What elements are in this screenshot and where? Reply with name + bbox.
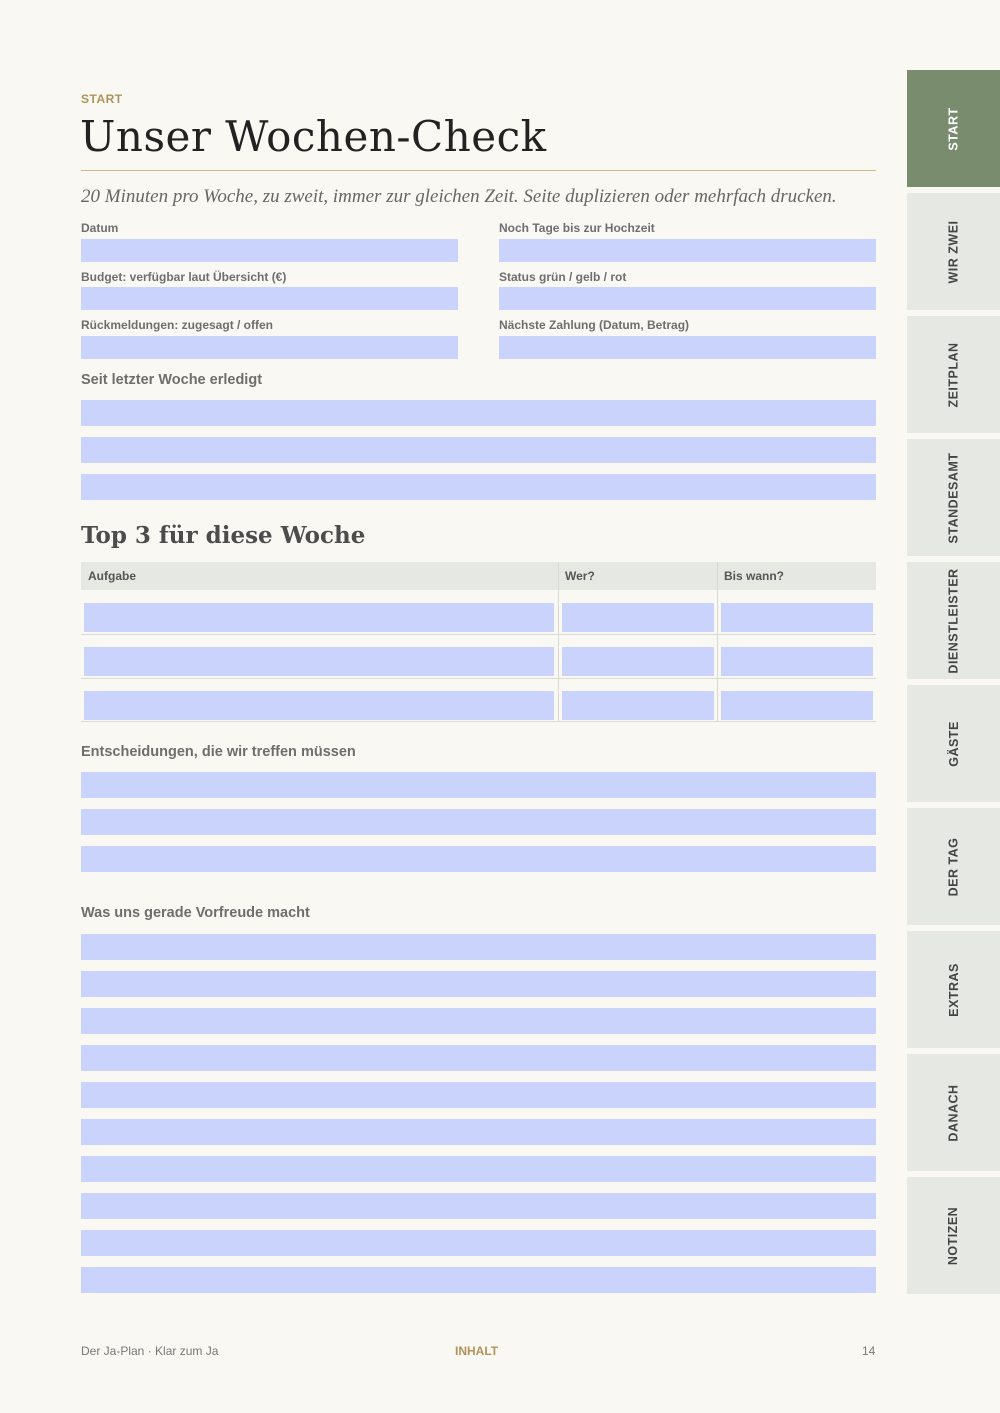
aufgabe-cell[interactable]	[84, 603, 554, 632]
tab-dienstleister[interactable]	[907, 562, 1000, 679]
bis-wann-cell[interactable]	[721, 647, 873, 676]
tab-label: NOTIZEN	[946, 1206, 961, 1265]
entscheidungen-line[interactable]	[81, 809, 876, 835]
tab-gaeste[interactable]	[907, 685, 1000, 802]
tab-wir-zwei[interactable]	[907, 193, 1000, 310]
erledigt-line[interactable]	[81, 474, 876, 500]
section-eyebrow: START	[81, 92, 123, 106]
aufgabe-cell[interactable]	[84, 691, 554, 720]
zahlung-field[interactable]	[499, 336, 876, 359]
budget-label: Budget: verfügbar laut Übersicht (€)	[81, 270, 287, 284]
footer-contents-link[interactable]: INHALT	[455, 1344, 499, 1358]
tab-label: DANACH	[946, 1083, 961, 1142]
tab-notizen[interactable]	[907, 1177, 1000, 1294]
erledigt-heading: Seit letzter Woche erledigt	[81, 372, 263, 388]
rueckmeldungen-field[interactable]	[81, 336, 458, 359]
top3-heading: Top 3 für diese Woche	[81, 522, 366, 549]
page-subtitle: 20 Minuten pro Woche, zu zweit, immer zur gleichen Zeit. Seite duplizieren oder mehrfach drucken.	[81, 186, 837, 207]
tab-label: ZEITPLAN	[946, 341, 961, 408]
tab-start[interactable]	[907, 70, 1000, 187]
tab-label: WIR ZWEI	[946, 219, 961, 284]
tab-label: GÄSTE	[946, 720, 961, 767]
column-header-bis-wann: Bis wann?	[724, 569, 785, 583]
tab-danach[interactable]	[907, 1054, 1000, 1171]
row-divider	[81, 678, 876, 679]
datum-field[interactable]	[81, 239, 458, 262]
tab-label: DER TAG	[946, 837, 961, 896]
column-header-wer: Wer?	[565, 569, 595, 583]
wer-cell[interactable]	[562, 647, 714, 676]
column-divider	[558, 562, 559, 722]
tage-label: Noch Tage bis zur Hochzeit	[499, 221, 655, 235]
datum-label: Datum	[81, 221, 119, 235]
page-number: 14	[862, 1344, 876, 1358]
vorfreude-line[interactable]	[81, 1267, 876, 1293]
tab-standesamt[interactable]	[907, 439, 1000, 556]
page-title: Unser Wochen-Check	[80, 112, 547, 161]
entscheidungen-line[interactable]	[81, 846, 876, 872]
vorfreude-line[interactable]	[81, 1082, 876, 1108]
row-divider	[81, 634, 876, 635]
table-header	[81, 562, 876, 590]
vorfreude-line[interactable]	[81, 1193, 876, 1219]
tab-extras[interactable]	[907, 931, 1000, 1048]
vorfreude-line[interactable]	[81, 1156, 876, 1182]
erledigt-line[interactable]	[81, 400, 876, 426]
column-header-aufgabe: Aufgabe	[88, 569, 136, 583]
tab-zeitplan[interactable]	[907, 316, 1000, 433]
row-divider	[81, 721, 876, 722]
tab-label: START	[946, 106, 961, 151]
entscheidungen-heading: Entscheidungen, die wir treffen müssen	[81, 744, 356, 760]
vorfreude-line[interactable]	[81, 971, 876, 997]
status-label: Status grün / gelb / rot	[499, 270, 627, 284]
bis-wann-cell[interactable]	[721, 691, 873, 720]
zahlung-label: Nächste Zahlung (Datum, Betrag)	[499, 318, 690, 332]
aufgabe-cell[interactable]	[84, 647, 554, 676]
tage-field[interactable]	[499, 239, 876, 262]
tab-label: DIENSTLEISTER	[946, 567, 961, 674]
status-field[interactable]	[499, 287, 876, 310]
wer-cell[interactable]	[562, 691, 714, 720]
wer-cell[interactable]	[562, 603, 714, 632]
bis-wann-cell[interactable]	[721, 603, 873, 632]
title-divider	[81, 170, 876, 171]
vorfreude-line[interactable]	[81, 934, 876, 960]
erledigt-line[interactable]	[81, 437, 876, 463]
vorfreude-line[interactable]	[81, 1230, 876, 1256]
footer-title: Der Ja-Plan · Klar zum Ja	[81, 1344, 219, 1358]
entscheidungen-line[interactable]	[81, 772, 876, 798]
tab-der-tag[interactable]	[907, 808, 1000, 925]
vorfreude-heading: Was uns gerade Vorfreude macht	[81, 905, 310, 921]
column-divider	[717, 562, 718, 722]
tab-label: EXTRAS	[946, 962, 961, 1017]
vorfreude-line[interactable]	[81, 1008, 876, 1034]
rueckmeldungen-label: Rückmeldungen: zugesagt / offen	[81, 318, 274, 332]
vorfreude-line[interactable]	[81, 1045, 876, 1071]
tab-label: STANDESAMT	[946, 452, 961, 543]
vorfreude-line[interactable]	[81, 1119, 876, 1145]
budget-field[interactable]	[81, 287, 458, 310]
